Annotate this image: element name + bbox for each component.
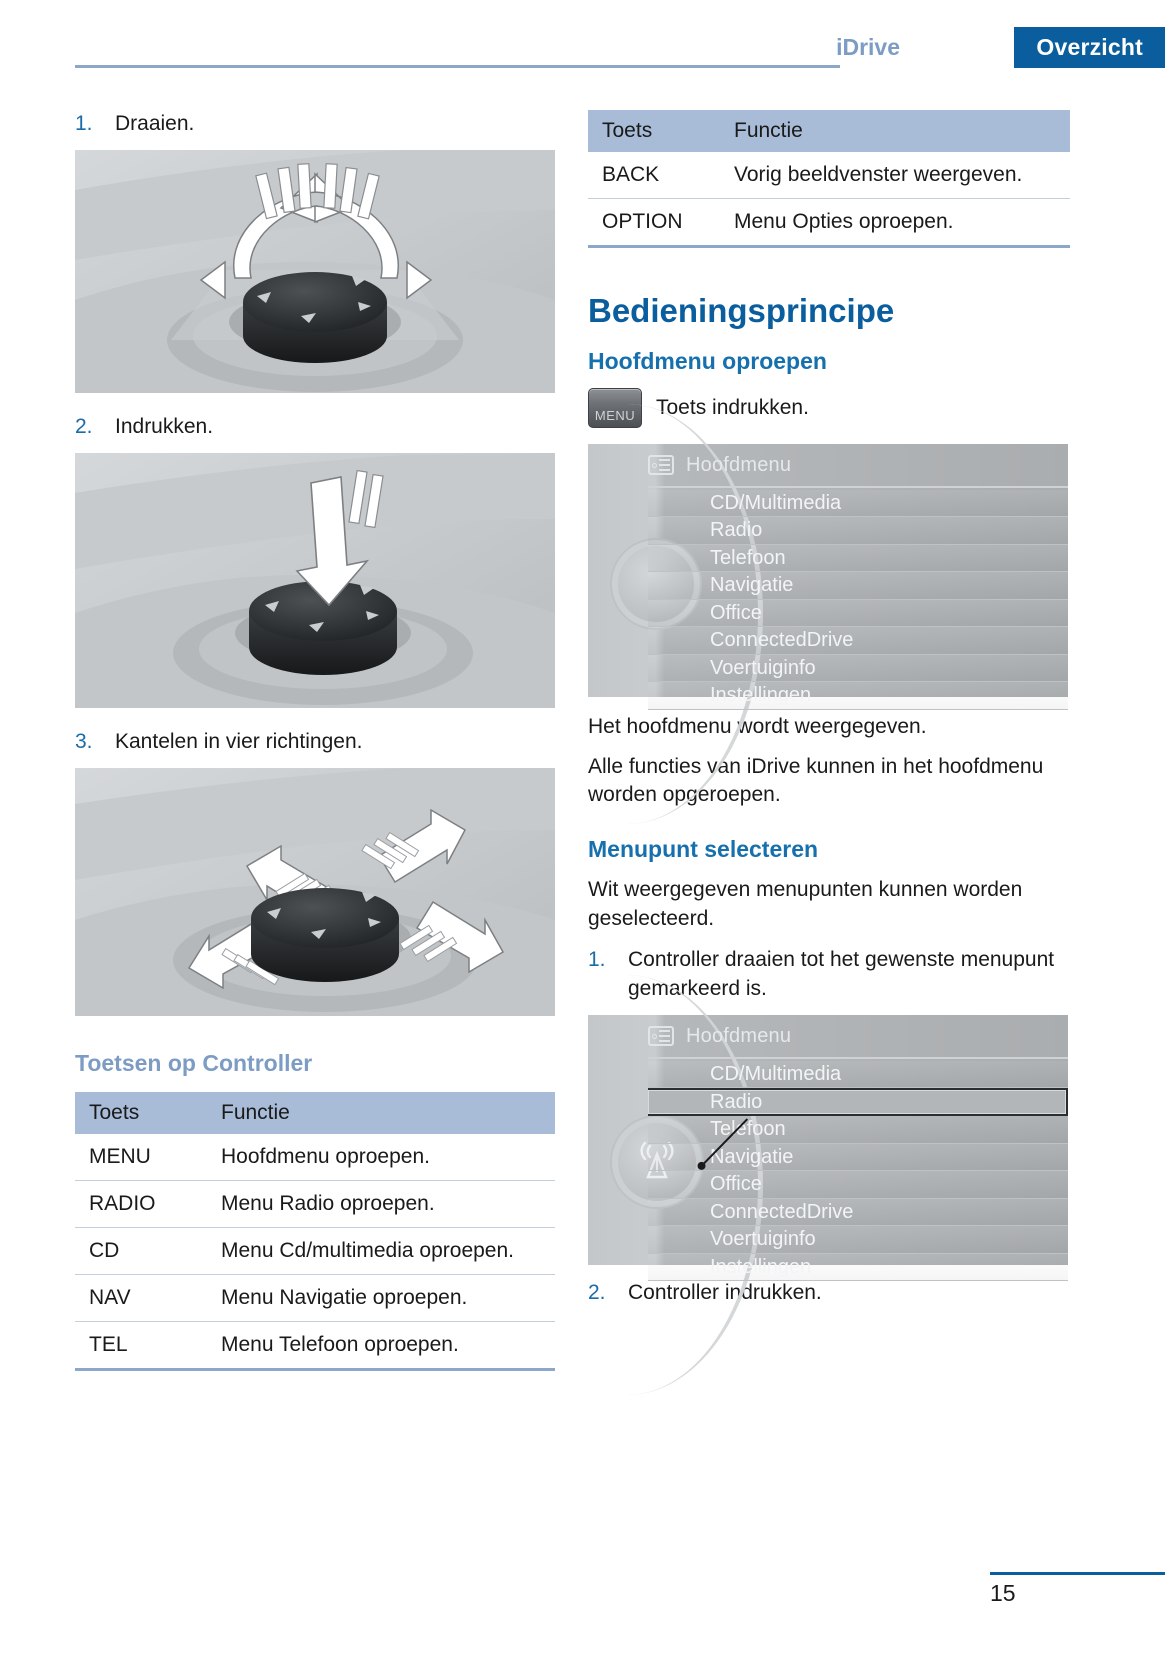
page-number: 15 — [990, 1580, 1016, 1606]
step-number: 2. — [75, 414, 93, 438]
menu-item[interactable]: Voertuiginfo — [648, 1226, 1068, 1254]
cell-key: BACK — [588, 152, 720, 199]
cell-function: Menu Cd/multimedia oproepen. — [207, 1227, 555, 1274]
right-column — [588, 110, 1070, 1319]
cell-key: NAV — [75, 1274, 207, 1321]
step-item — [75, 110, 555, 139]
menu-item[interactable]: Navigatie — [648, 1144, 1068, 1172]
header-chapter-label: iDrive — [836, 34, 900, 60]
idrive-screen-main-menu — [588, 444, 1068, 707]
table-row — [588, 152, 1070, 199]
screen-title-bar — [648, 1025, 791, 1048]
menu-button-label: MENU — [594, 407, 636, 423]
controller-rotate-illustration — [75, 150, 555, 393]
cell-function: Menu Navigatie oproepen. — [207, 1274, 555, 1321]
menu-item[interactable]: Office — [648, 600, 1068, 628]
column-header-functie: Functie — [207, 1092, 555, 1134]
screen-menu-list — [648, 1061, 1068, 1282]
cell-key: OPTION — [602, 210, 683, 233]
table-header-row — [588, 110, 1070, 152]
step-number: 2. — [588, 1280, 606, 1304]
buttons-heading: Toetsen op Controller — [75, 1049, 313, 1076]
page-title: Bedieningsprincipe — [588, 292, 895, 329]
controller-buttons-table — [75, 1092, 555, 1368]
paragraph-alle-functies: Alle functies van iDrive kunnen in het hoofdmenu worden opgeroepen. — [588, 754, 1044, 807]
table-bottom-rule — [588, 245, 1070, 248]
menu-key-instruction: Toets indrukken. — [656, 395, 809, 419]
table-row — [75, 1321, 555, 1368]
cell-key: CD — [75, 1227, 207, 1274]
step-item — [75, 728, 555, 757]
step-number: 1. — [588, 947, 606, 971]
header-rule — [75, 65, 840, 68]
step-item — [75, 413, 555, 442]
cell-function: Menu Radio oproepen. — [207, 1180, 555, 1227]
page-header — [0, 0, 1165, 68]
controller-tilt-illustration — [75, 768, 555, 1016]
menu-item[interactable]: ConnectedDrive — [648, 627, 1068, 655]
screen-title-divider — [648, 486, 1068, 488]
icon-bars — [659, 458, 670, 473]
back-option-table — [588, 110, 1070, 245]
menu-item[interactable]: Navigatie — [648, 572, 1068, 600]
step-text: Controller indrukken. — [628, 1280, 822, 1304]
step-text: Kantelen in vier richtingen. — [115, 729, 363, 753]
menu-item[interactable]: CD/Multimedia — [648, 490, 1068, 518]
menu-item[interactable]: Office — [648, 1171, 1068, 1199]
cell-function: Hoofdmenu oproepen. — [207, 1134, 555, 1181]
menu-item[interactable]: Instellingen — [648, 682, 1068, 710]
menu-item-selected[interactable]: Radio — [648, 1088, 1068, 1116]
screen-title-bar — [648, 454, 791, 477]
subheading-menupunt-selecteren: Menupunt selecteren — [588, 836, 819, 863]
left-column — [75, 110, 555, 1371]
cell-function: Menu Telefoon oproepen. — [221, 1332, 459, 1356]
cell-key: MENU — [75, 1134, 207, 1181]
menu-list-icon — [648, 1026, 674, 1046]
icon-dot — [652, 1034, 657, 1039]
menu-item[interactable]: Telefoon — [648, 1116, 1068, 1144]
menu-item[interactable]: CD/Multimedia — [648, 1061, 1068, 1089]
screen-title: Hoofdmenu — [686, 453, 792, 476]
column-header-toets: Toets — [75, 1092, 207, 1134]
paragraph-hoofdmenu-weergegeven: Het hoofdmenu wordt weergegeven. — [588, 714, 927, 738]
step-text: Controller draaien tot het gewenste menupunt gemarkeerd is. — [628, 947, 1055, 1000]
cell-function: Vorig beeldvenster weergeven. — [720, 152, 1070, 199]
column-header-functie: Functie — [720, 110, 1070, 152]
header-section-tab: Overzicht — [1014, 27, 1165, 68]
icon-bars — [659, 1029, 670, 1044]
menu-item[interactable]: Instellingen — [648, 1254, 1068, 1282]
screen-menu-list — [648, 490, 1068, 710]
cell-key: RADIO — [75, 1180, 207, 1227]
step-text: Draaien. — [115, 112, 195, 135]
step-text: Indrukken. — [115, 414, 214, 438]
table-row — [75, 1274, 555, 1321]
screen-title: Hoofdmenu — [686, 1024, 792, 1047]
table-row — [75, 1227, 555, 1274]
subheading-hoofdmenu-oproepen: Hoofdmenu oproepen — [588, 347, 827, 374]
icon-dot — [652, 463, 657, 468]
controller-press-illustration — [75, 453, 555, 708]
menu-item[interactable]: Radio — [648, 517, 1068, 545]
menu-item[interactable]: ConnectedDrive — [648, 1199, 1068, 1227]
table-header-row — [75, 1092, 555, 1134]
menu-item[interactable]: Telefoon — [648, 545, 1068, 573]
table-row — [75, 1180, 555, 1227]
column-header-toets: Toets — [588, 110, 720, 152]
screen-title-divider — [648, 1057, 1068, 1059]
idrive-screen-radio-selected — [588, 1015, 1068, 1278]
table-row — [588, 199, 1070, 246]
step-number: 1. — [75, 112, 93, 135]
footer-rule — [990, 1572, 1165, 1575]
cell-function: Menu Opties oproepen. — [734, 210, 954, 233]
menu-list-icon — [648, 455, 674, 475]
paragraph-wit-weergegeven: Wit weergegeven menupunten kunnen worden geselecteerd. — [588, 878, 1023, 930]
cell-key: TEL — [89, 1332, 128, 1356]
step-number: 3. — [75, 729, 93, 753]
menu-item[interactable]: Voertuiginfo — [648, 655, 1068, 683]
table-row — [75, 1134, 555, 1181]
table-bottom-rule — [75, 1368, 555, 1371]
